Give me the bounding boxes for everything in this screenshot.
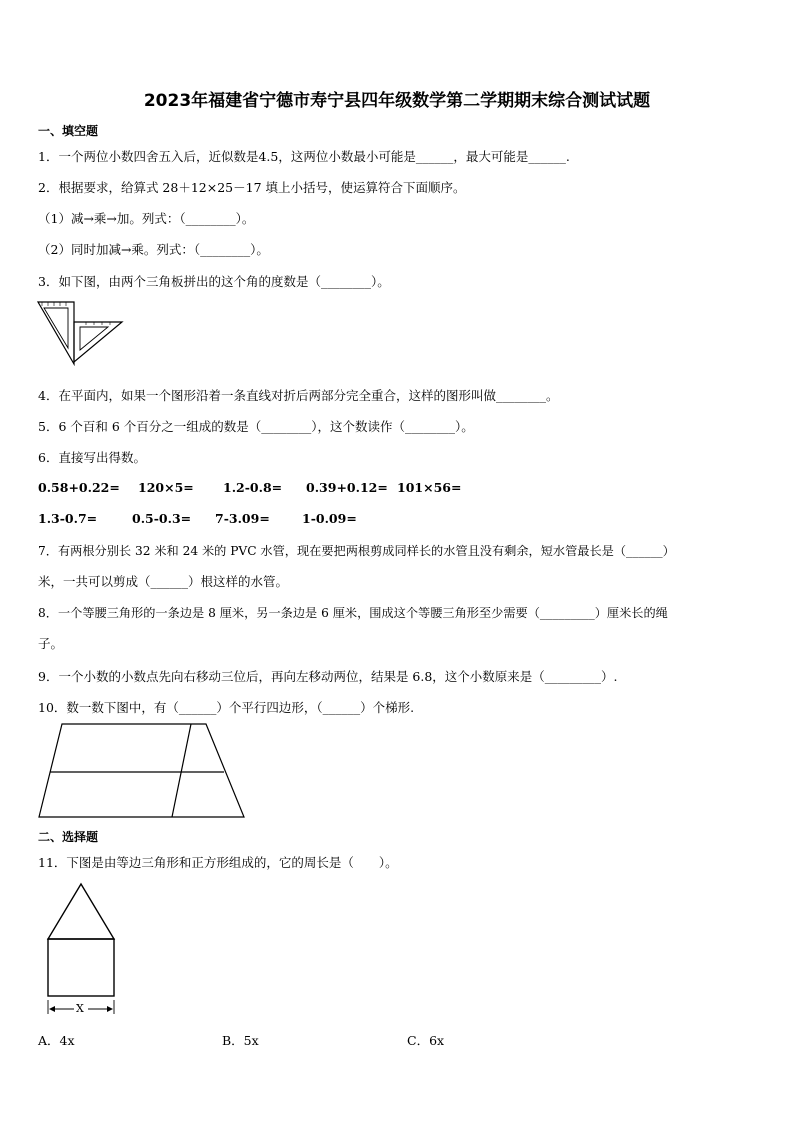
question-4: 4．在平面内，如果一个图形沿着一条直线对折后两部分完全重合，这样的图形叫做________。 xyxy=(38,388,559,403)
question-9: 9．一个小数的小数点先向右移动三位后，再向左移动两位，结果是 6.8，这个小数原来是（_________）. xyxy=(38,669,618,684)
option-b[interactable]: B．5x xyxy=(222,1033,259,1048)
question-2-part-2: （2）同时加减→乘。列式：（________）。 xyxy=(38,242,269,257)
calc-item: 7-3.09= xyxy=(215,511,270,526)
question-10: 10．数一数下图中，有（______）个平行四边形，（______）个梯形. xyxy=(38,700,415,715)
calc-item: 1.3-0.7= xyxy=(38,511,98,526)
calc-item: 101×56= xyxy=(397,480,462,495)
question-3: 3．如下图，由两个三角板拼出的这个角的度数是（________）。 xyxy=(38,274,390,289)
question-1: 1．一个两位小数四舍五入后，近似数是4.5，这两位小数最小可能是______，最大可能是______. xyxy=(38,149,570,164)
house-shape-figure xyxy=(44,882,118,1022)
option-a[interactable]: A．4x xyxy=(38,1033,75,1048)
question-5: 5．6 个百和 6 个百分之一组成的数是（________），这个数读作（________）。 xyxy=(38,419,474,434)
side-length-label: X xyxy=(76,1002,84,1015)
trapezoid-figure xyxy=(36,722,248,820)
question-6: 6．直接写出得数。 xyxy=(38,450,146,465)
option-c[interactable]: C．6x xyxy=(407,1033,445,1048)
calc-item: 1.2-0.8= xyxy=(223,480,283,495)
section-heading-fill-blank: 一、填空题 xyxy=(38,124,99,138)
calc-item: 1-0.09= xyxy=(302,511,357,526)
page-title: 2023年福建省宁德市寿宁县四年级数学第二学期期末综合测试试题 xyxy=(143,91,651,111)
question-8-line-2: 子。 xyxy=(38,636,64,651)
calc-item: 0.39+0.12= xyxy=(306,480,388,495)
section-heading-choice: 二、选择题 xyxy=(38,830,99,844)
question-8-line-1: 8．一个等腰三角形的一条边是 8 厘米，另一条边是 6 厘米，围成这个等腰三角形至少需要（_________）厘米长的绳 xyxy=(38,606,668,620)
calc-item: 0.5-0.3= xyxy=(132,511,192,526)
set-squares-figure xyxy=(36,300,128,366)
question-2: 2．根据要求，给算式 28＋12×25－17 填上小括号，使运算符合下面顺序。 xyxy=(38,180,466,195)
question-11: 11．下图是由等边三角形和正方形组成的，它的周长是（ ）。 xyxy=(38,855,398,870)
question-7-line-2: 米，一共可以剪成（______）根这样的水管。 xyxy=(38,574,289,589)
calc-item: 0.58+0.22= xyxy=(38,480,120,495)
question-2-part-1: （1）减→乘→加。列式：（________）。 xyxy=(38,211,255,226)
calc-item: 120×5= xyxy=(138,480,194,495)
question-7-line-1: 7．有两根分别长 32 米和 24 米的 PVC 水管，现在要把两根剪成同样长的水管且没有剩余，短水管最长是（______） xyxy=(38,544,675,558)
